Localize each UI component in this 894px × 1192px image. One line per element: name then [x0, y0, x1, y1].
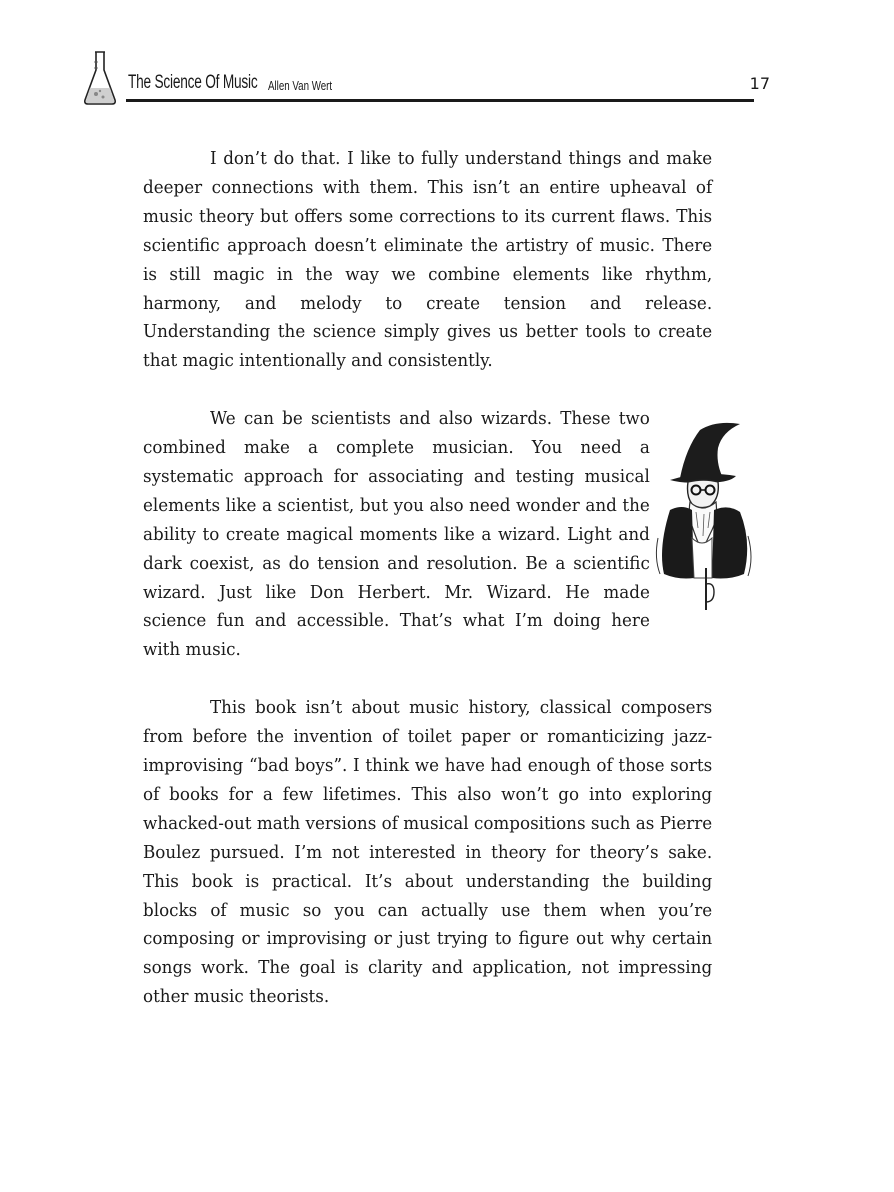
wizard-illustration [648, 418, 758, 614]
paragraph-2: We can be scientists and also wizards. These two combined make a complete musician. You need a systematic approach for associating and testing musical elements like a scientist, but you also need wonder and the ability to create magical moments like a wizard. Light and dark coexist, as do tension and resolution. Be a scientific wizard. Just like Don Herbert. Mr. Wizard. He made science fun and accessible. That’s what I’m doing here with music. [143, 408, 650, 661]
paragraph-1: I don’t do that. I like to fully understand things and make deeper connections with them. This isn’t an entire upheaval of music theory but offers some corrections to its current flaws. This scientific approach doesn’t eliminate the artistry of music. There is still magic in the way we combine elements like rhythm, harmony, and melody to create tension and release. Understanding the science simply gives us better tools to create that magic intentionally and consistently. [143, 148, 713, 372]
header-rule [126, 99, 754, 102]
body-text [143, 145, 712, 1041]
paragraph-3: This book isn’t about music history, classical composers from before the invention of toilet paper or romanticizing jazz-improvising “bad boys”. I think we have had enough of those sorts of books for a few lifetimes. This also won’t go into exploring whacked-out math versions of musical compositions such as Pierre Boulez pursued. I’m not interested in theory for theory’s sake. This book is practical. It’s about understanding the building blocks of music so you can actually use them when you’re composing or improvising or just trying to figure out why certain songs work. The goal is clarity and application, not impressing other music theorists. [143, 697, 713, 1008]
page-header [80, 44, 800, 106]
flask-icon [82, 48, 118, 106]
book-title: The Science Of Music [128, 72, 258, 93]
page-number: 17 [749, 74, 770, 93]
author-name: Allen Van Wert [268, 78, 333, 93]
